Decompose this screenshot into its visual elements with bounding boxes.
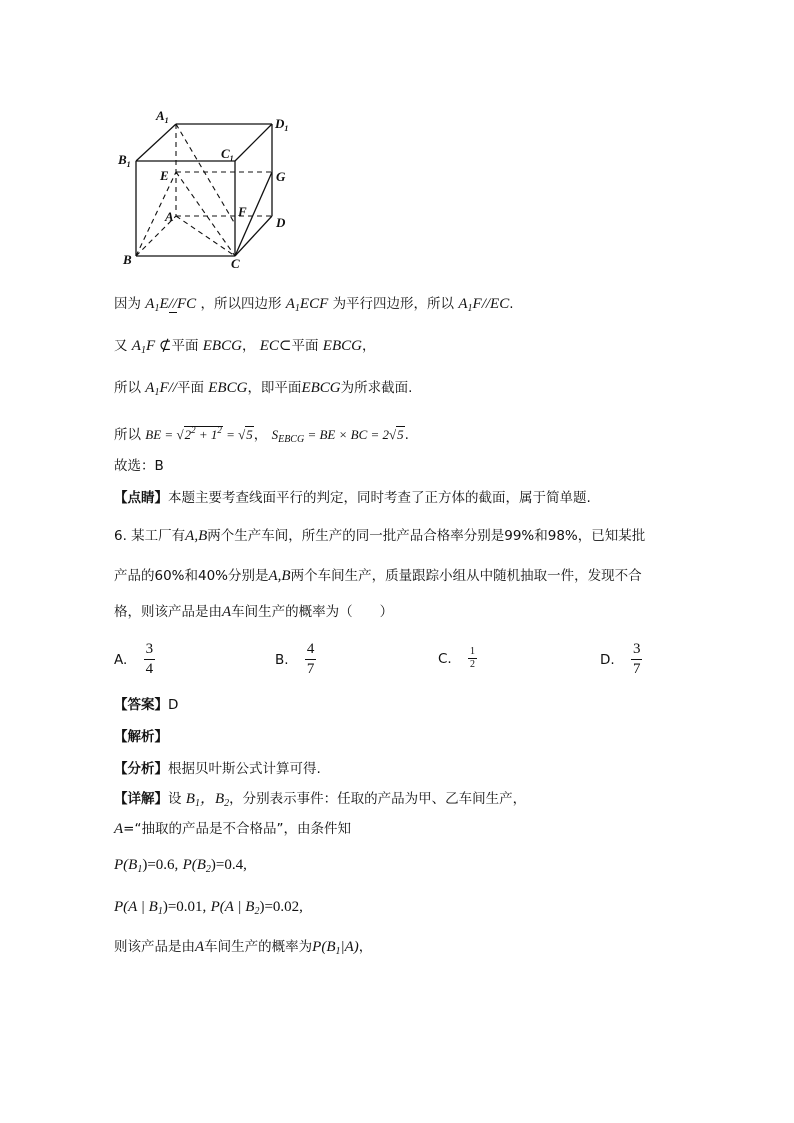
label-a1: $A_1$ <box>156 108 169 125</box>
label-a: A <box>165 209 174 224</box>
label-b1: $B_1$ <box>118 152 131 169</box>
cube-figure <box>112 106 302 276</box>
segment-ec-hidden <box>176 172 235 256</box>
segment-a1f-hidden <box>176 124 235 224</box>
label-d1: $D_1$ <box>275 116 289 133</box>
math-a1e-parallel-fc: $A_1E//FC$ <box>145 296 197 314</box>
label-g: G <box>276 169 286 184</box>
edge-d1c1 <box>235 124 272 161</box>
proof-line-2: 又 $A_1F$ ⊄平面 EBCG， EC⊂平面 EBCG， <box>114 338 376 356</box>
analysis-line: 【分析】根据贝叶斯公式计算可得. <box>114 761 321 777</box>
remark-line: 【点睛】本题主要考查线面平行的判定，同时考查了正方体的截面，属于简单题. <box>114 490 591 506</box>
prob-line-2: P(A | $B_1)=0.01$, P(A | $B_2)=0.02$, <box>114 899 303 917</box>
conclusion-line: 则该产品是由A车间生产的概率为$P(B_1|A)$， <box>114 939 373 957</box>
edge-cd <box>235 216 272 256</box>
prob-line-1: $P(B_1)=0.6$, $P(B_2)=0.4$, <box>114 857 247 875</box>
option-d[interactable]: D. $\frac{3}{7}$ <box>600 641 641 677</box>
proof-line-3: 所以 $A_1F//$平面 EBCG，即平面EBCG为所求截面. <box>114 380 413 398</box>
answer-line: 【答案】D <box>114 697 179 713</box>
question-line-1: 6. 某工厂有A,B两个生产车间，所生产的同一批产品合格率分别是99%和98%，已知某批 <box>114 528 646 544</box>
question-line-2: 产品的60%和40%分别是A,B两个车间生产，质量跟踪小组从中随机抽取一件，发现不合 <box>114 568 642 584</box>
segment-ac-hidden <box>176 216 235 256</box>
question-line-3: 格，则该产品是由A车间生产的概率为（ ） <box>114 604 394 620</box>
detail-line-1: 【详解】设 $B_1$，$B_2$，分别表示事件：任取的产品为甲、乙车间生产， <box>114 791 527 809</box>
choice-line: 故选：B <box>114 458 164 474</box>
label-c: C <box>231 256 240 271</box>
detail-line-2: A=“抽取的产品是不合格品”，由条件知 <box>114 821 351 837</box>
proof-line-4: 所以 BE = $√2^2 + 1^2 = √5$， $S_{EBCG}$ = BE × BC = 2√5. <box>114 425 409 445</box>
label-b: B <box>123 252 132 267</box>
label-c1: $C_1$ <box>221 146 234 163</box>
label-f: F <box>238 204 247 219</box>
proof-line-1: 因为 $A_1E//FC$ ，所以四边形 $A_1ECF$ 为平行四边形，所以 $A_1F//EC$. <box>114 296 514 314</box>
edge-b1a1 <box>136 124 176 161</box>
option-b[interactable]: B. $\frac{4}{7}$ <box>275 641 315 677</box>
option-c[interactable]: C. $\frac{1}{2}$ <box>438 646 476 670</box>
label-d: D <box>276 215 286 230</box>
option-a[interactable]: A. $\frac{3}{4}$ <box>114 641 154 677</box>
label-e: E <box>160 168 169 183</box>
analysis-header: 【解析】 <box>114 729 168 745</box>
